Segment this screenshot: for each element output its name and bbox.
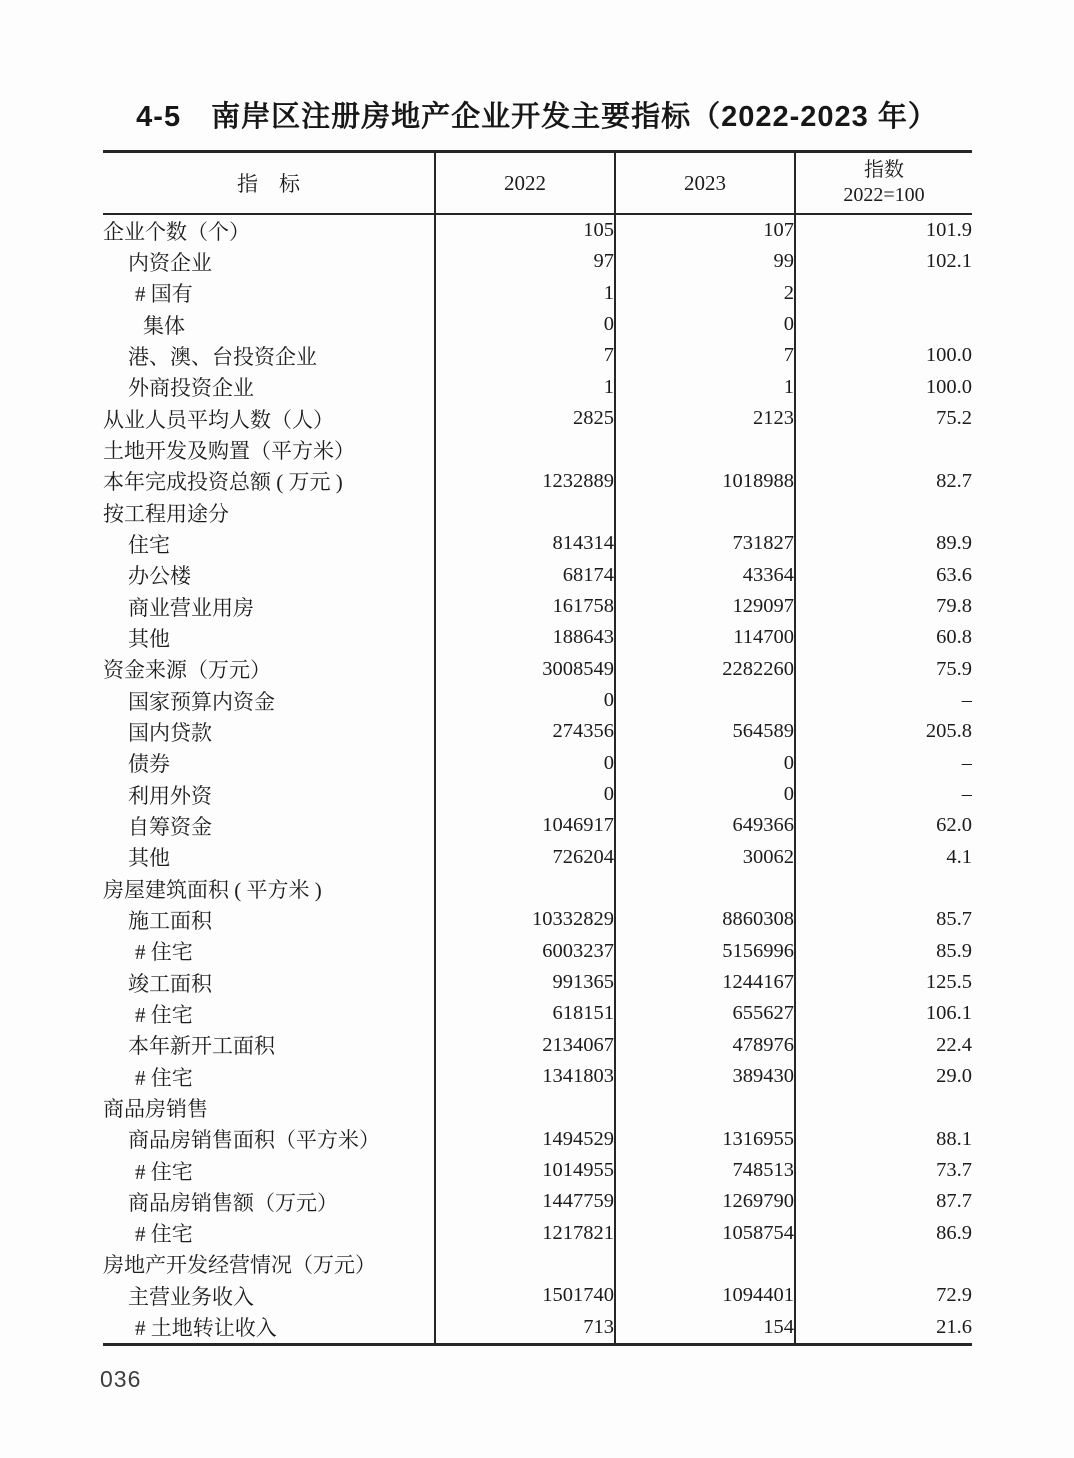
table-row — [103, 779, 972, 810]
value-2022: 991365 — [435, 967, 615, 998]
table-header — [103, 152, 972, 215]
value-2022: 97 — [435, 246, 615, 277]
table-row — [103, 685, 972, 716]
header-index-label: 指数 — [864, 159, 904, 181]
table-row — [103, 1155, 972, 1186]
indicator-label: 竣工面积 — [128, 971, 212, 996]
indicator-label: 施工面积 — [128, 908, 212, 933]
value-index: 4.1 — [795, 842, 972, 873]
value-index: 102.1 — [795, 246, 972, 277]
value-index: 100.0 — [795, 340, 972, 371]
indicator-label: 办公楼 — [128, 564, 191, 589]
value-index: – — [795, 779, 972, 810]
value-2022: 0 — [435, 748, 615, 779]
value-2023 — [615, 1092, 795, 1123]
value-index — [795, 1249, 972, 1280]
indicator-label: 国家预算内资金 — [128, 689, 275, 714]
header-index — [795, 152, 972, 215]
value-2022: 1 — [435, 278, 615, 309]
value-2022: 1232889 — [435, 466, 615, 497]
indicator-label: # 住宅 — [135, 940, 193, 965]
value-index: 125.5 — [795, 967, 972, 998]
indicator-label: 外商投资企业 — [128, 376, 254, 401]
value-index: 21.6 — [795, 1311, 972, 1344]
value-2022: 161758 — [435, 591, 615, 622]
value-index: 100.0 — [795, 372, 972, 403]
indicator-label: 利用外资 — [128, 783, 212, 808]
value-2023: 1244167 — [615, 967, 795, 998]
value-index: 75.9 — [795, 654, 972, 685]
value-index: 22.4 — [795, 1030, 972, 1061]
value-2022: 1217821 — [435, 1218, 615, 1249]
value-2022: 188643 — [435, 622, 615, 653]
value-2023: 8860308 — [615, 904, 795, 935]
value-index — [795, 278, 972, 309]
indicator-label: 内资企业 — [128, 250, 212, 275]
indicator-label: 港、澳、台投资企业 — [128, 344, 317, 369]
value-2022: 7 — [435, 340, 615, 371]
indicator-label: 土地开发及购置（平方米） — [103, 438, 355, 463]
value-2023 — [615, 1249, 795, 1280]
value-index: 89.9 — [795, 528, 972, 559]
value-index: 73.7 — [795, 1155, 972, 1186]
value-2022: 1046917 — [435, 810, 615, 841]
value-index: – — [795, 748, 972, 779]
table-row — [103, 936, 972, 967]
table-row — [103, 998, 972, 1029]
value-2023: 30062 — [615, 842, 795, 873]
value-2022: 2134067 — [435, 1030, 615, 1061]
indicator-label: # 土地转让收入 — [135, 1316, 277, 1341]
table-row — [103, 1311, 972, 1344]
value-index: 87.7 — [795, 1186, 972, 1217]
table-row — [103, 466, 972, 497]
table-row — [103, 528, 972, 559]
indicator-label: 商品房销售 — [103, 1096, 208, 1121]
value-2022: 6003237 — [435, 936, 615, 967]
table-row — [103, 591, 972, 622]
value-2022: 1341803 — [435, 1061, 615, 1092]
value-2022: 105 — [435, 214, 615, 246]
value-2023: 43364 — [615, 560, 795, 591]
value-2023: 107 — [615, 214, 795, 246]
table-row — [103, 560, 972, 591]
value-2023: 1316955 — [615, 1124, 795, 1155]
value-2022: 618151 — [435, 998, 615, 1029]
value-index — [795, 873, 972, 904]
value-2023 — [615, 434, 795, 465]
table-row — [103, 1124, 972, 1155]
value-2023: 129097 — [615, 591, 795, 622]
value-index: 62.0 — [795, 810, 972, 841]
indicator-label: # 住宅 — [135, 1222, 193, 1247]
table-row — [103, 214, 972, 246]
value-2023: 731827 — [615, 528, 795, 559]
table-row — [103, 654, 972, 685]
indicator-label: 自筹资金 — [128, 814, 212, 839]
value-2023: 478976 — [615, 1030, 795, 1061]
value-index: 85.9 — [795, 936, 972, 967]
indicator-label: 房屋建筑面积 ( 平方米 ) — [103, 877, 322, 902]
value-2022: 68174 — [435, 560, 615, 591]
indicator-label: 住宅 — [128, 532, 170, 557]
header-2022: 2022 — [435, 152, 615, 215]
value-2023: 1 — [615, 372, 795, 403]
table-row — [103, 1249, 972, 1280]
value-index: 85.7 — [795, 904, 972, 935]
header-row — [103, 152, 972, 215]
table-row — [103, 967, 972, 998]
value-2022 — [435, 434, 615, 465]
indicator-label: # 国有 — [135, 282, 193, 307]
indicator-label: 主营业务收入 — [128, 1284, 254, 1309]
value-2022: 274356 — [435, 716, 615, 747]
value-2022: 0 — [435, 685, 615, 716]
value-2023: 2 — [615, 278, 795, 309]
value-2023: 1269790 — [615, 1186, 795, 1217]
value-2022: 2825 — [435, 403, 615, 434]
indicator-label: 商品房销售面积（平方米） — [128, 1128, 380, 1153]
indicator-label: 债券 — [128, 752, 170, 777]
indicator-label: 国内贷款 — [128, 720, 212, 745]
value-index: 72.9 — [795, 1280, 972, 1311]
value-index: 63.6 — [795, 560, 972, 591]
value-2023: 655627 — [615, 998, 795, 1029]
value-2022: 1494529 — [435, 1124, 615, 1155]
indicator-label: 其他 — [128, 626, 170, 651]
value-index: 106.1 — [795, 998, 972, 1029]
table-row — [103, 309, 972, 340]
value-2023: 2282260 — [615, 654, 795, 685]
value-index: 82.7 — [795, 466, 972, 497]
statistics-table — [103, 150, 972, 1346]
indicator-label: 房地产开发经营情况（万元） — [103, 1253, 376, 1278]
value-index: 205.8 — [795, 716, 972, 747]
value-2022: 726204 — [435, 842, 615, 873]
indicator-label: 其他 — [128, 846, 170, 871]
value-2023: 114700 — [615, 622, 795, 653]
value-2023: 0 — [615, 748, 795, 779]
value-index: 29.0 — [795, 1061, 972, 1092]
table-row — [103, 403, 972, 434]
indicator-label: 商业营业用房 — [128, 595, 254, 620]
value-2022 — [435, 873, 615, 904]
value-index — [795, 434, 972, 465]
indicator-label: 集体 — [143, 313, 185, 338]
statistics-table-container — [103, 150, 972, 1346]
value-index — [795, 497, 972, 528]
header-indicator: 指 标 — [103, 152, 435, 215]
value-2023: 1094401 — [615, 1280, 795, 1311]
table-row — [103, 434, 972, 465]
value-index: – — [795, 685, 972, 716]
value-2023: 564589 — [615, 716, 795, 747]
table-row — [103, 748, 972, 779]
value-2023 — [615, 873, 795, 904]
indicator-label: 从业人员平均人数（人） — [103, 407, 334, 432]
table-row — [103, 497, 972, 528]
value-index: 86.9 — [795, 1218, 972, 1249]
indicator-label: # 住宅 — [135, 1002, 193, 1027]
value-index: 88.1 — [795, 1124, 972, 1155]
indicator-label: # 住宅 — [135, 1065, 193, 1090]
value-2022: 1014955 — [435, 1155, 615, 1186]
table-row — [103, 873, 972, 904]
value-2023: 154 — [615, 1311, 795, 1344]
table-row — [103, 246, 972, 277]
value-2023: 1018988 — [615, 466, 795, 497]
indicator-label: 资金来源（万元） — [103, 658, 271, 683]
value-2022: 814314 — [435, 528, 615, 559]
value-2022: 1 — [435, 372, 615, 403]
table-body — [103, 214, 972, 1344]
table-row — [103, 1061, 972, 1092]
table-row — [103, 1186, 972, 1217]
value-2023 — [615, 685, 795, 716]
value-2022 — [435, 1092, 615, 1123]
value-index: 60.8 — [795, 622, 972, 653]
value-2023: 0 — [615, 309, 795, 340]
table-row — [103, 810, 972, 841]
page-number: 036 — [100, 1366, 142, 1392]
header-index-base: 2022=100 — [843, 184, 925, 206]
value-2022 — [435, 1249, 615, 1280]
value-2022: 1447759 — [435, 1186, 615, 1217]
page-title: 4-5 南岸区注册房地产企业开发主要指标（2022-2023 年） — [136, 101, 938, 133]
value-index: 101.9 — [795, 214, 972, 246]
value-2023: 748513 — [615, 1155, 795, 1186]
table-row — [103, 278, 972, 309]
value-index — [795, 309, 972, 340]
indicator-label: 按工程用途分 — [103, 501, 229, 526]
table-row — [103, 1218, 972, 1249]
value-2023: 2123 — [615, 403, 795, 434]
value-2022: 10332829 — [435, 904, 615, 935]
value-index: 75.2 — [795, 403, 972, 434]
value-2023: 5156996 — [615, 936, 795, 967]
indicator-label: 本年完成投资总额 ( 万元 ) — [103, 470, 343, 495]
indicator-label: 商品房销售额（万元） — [128, 1190, 338, 1215]
value-2022: 3008549 — [435, 654, 615, 685]
value-2022: 0 — [435, 309, 615, 340]
value-index — [795, 1092, 972, 1123]
table-row — [103, 716, 972, 747]
indicator-label: 本年新开工面积 — [128, 1034, 275, 1059]
table-row — [103, 904, 972, 935]
value-2023: 389430 — [615, 1061, 795, 1092]
header-2023: 2023 — [615, 152, 795, 215]
table-row — [103, 372, 972, 403]
value-2023: 649366 — [615, 810, 795, 841]
value-2023: 0 — [615, 779, 795, 810]
value-2023: 99 — [615, 246, 795, 277]
value-2022: 0 — [435, 779, 615, 810]
indicator-label: # 住宅 — [135, 1159, 193, 1184]
value-2022: 1501740 — [435, 1280, 615, 1311]
value-2023 — [615, 497, 795, 528]
indicator-label: 企业个数（个） — [103, 219, 250, 244]
value-2022 — [435, 497, 615, 528]
table-row — [103, 1092, 972, 1123]
value-2023: 1058754 — [615, 1218, 795, 1249]
table-row — [103, 622, 972, 653]
value-2022: 713 — [435, 1311, 615, 1344]
table-row — [103, 1280, 972, 1311]
table-row — [103, 842, 972, 873]
value-index: 79.8 — [795, 591, 972, 622]
table-row — [103, 340, 972, 371]
value-2023: 7 — [615, 340, 795, 371]
table-row — [103, 1030, 972, 1061]
